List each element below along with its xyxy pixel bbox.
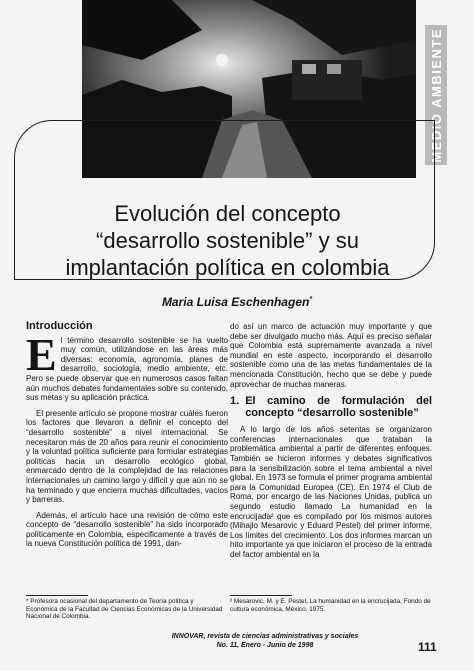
intro-line-1: l término desarrollo sostenible se ha vuelto	[60, 335, 228, 345]
intro-line-6: faltan aún muchos debates fundamentales sobre su	[26, 373, 228, 393]
intro-line-7: contenido, sus metas y su aplicación práctica.	[26, 383, 228, 403]
footnote-reference: ² Mesarovic, M. y E. Pestel, La humanidad en la encrucijada, Fondo de cultura económica, México, 1975.	[230, 598, 431, 613]
title-line-2: “desarrollo sostenible” y su	[96, 228, 359, 253]
author-footnote-mark: *	[309, 296, 313, 303]
footnote-author: * Profesora ocasional del departamento de Teoría política y Económica de la Facultad de Ciencias Económicas de la Universidad Nacional de Colombia.	[26, 598, 223, 621]
section-heading	[230, 395, 432, 419]
intro-line-5: Pero se puede observar que en numerosos casos	[26, 373, 206, 383]
intro-paragraph	[26, 328, 228, 403]
paragraph-seventies: A lo largo de los años setentas se organizaron conferencias internacionales que trataban la problemática ambiental a partir de diferentes enfoques. También se hicieron informes y debates significativos para la sensibilización sobre el tema ambiental a nivel global. En 1973 se formula el primer programa ambiental para la Comunidad Europea (CE). En 1974 el Club de Roma, por encargo de las Naciones Unidas, publica un segundo estudio llamado La humanidad en la encrucijada² que es compilado por los mismos autores (Mihajlo Mesarovic y Eduard Pestel) del primer informe, Los límites del crecimiento. Los dos informes marcan un hito importante ya que iniciaron el proceso de la entrada del factor ambiental en la	[230, 425, 432, 559]
intro-line-4: desarrollo, sociología, medio ambiente, etc.	[60, 364, 228, 374]
section-title: El camino de formulación del concepto “desarrollo sostenible”	[245, 395, 432, 420]
journal-footer	[150, 632, 380, 650]
intro-heading: Introducción	[26, 320, 93, 332]
author-byline	[0, 295, 474, 309]
journal-issue: No. 11, Enero - Junio de 1998	[216, 642, 314, 649]
intro-line-2: muy común, utilizándose en las áreas más	[60, 345, 228, 355]
drop-cap: E	[26, 328, 57, 380]
footnote-rule-right	[230, 595, 292, 596]
section-tab-label: MEDIO AMBIENTE	[428, 27, 444, 163]
paragraph-purpose: El presente artículo se propone mostrar cuáles fueron los factores que llevaron a definir el concepto del “desarrollo sostenible” a nivel internacional. Se necesitaron más de 20 años para reunir el conocimiento y la voluntad política suficiente para formular estrategias políticas hacia un desarrollo ecológico global, enmarcado dentro de la complejidad de las relaciones internacionales un camino largo y difícil y que aún no se ha terminado y que encierra muchas dificultades, vacíos y barreras.	[26, 408, 228, 505]
article-title	[30, 200, 425, 281]
paragraph-continued: do así un marco de actuación muy importante y que debe ser divulgado mucho más. Aquí es preciso señalar que Colombia está supremamente avanzada a nivel mundial en este aspecto, incorporando el desarrollo sostenible como una de las metas fundamentales de la mencionada Constitución, hecho que se debe y puede aprovechar de muchas maneras.	[230, 322, 432, 389]
cover-photo	[82, 0, 416, 178]
intro-line-3: diversas: economía, agronomía, planes de	[60, 354, 228, 364]
paragraph-colombia: Además, el artículo hace una revisión de cómo este concepto de “desarrollo sostenible” ha sido incorporado políticamente en Colombia, especificamente a través de la nueva Constitución política de 1991, dan-	[26, 510, 228, 549]
left-column	[26, 322, 228, 555]
title-line-3: implantación política en colombia	[65, 255, 390, 280]
author-name: Maria Luisa Eschenhagen	[161, 295, 310, 309]
footnote-rule-left	[26, 595, 88, 596]
section-tab	[425, 25, 447, 165]
title-line-1: Evolución del concepto	[114, 201, 341, 226]
page-number: 111	[418, 640, 437, 654]
right-column	[230, 322, 432, 565]
section-number: 1.	[230, 395, 240, 408]
journal-name: INNOVAR, revista de ciencias administrativas y sociales	[171, 633, 359, 640]
